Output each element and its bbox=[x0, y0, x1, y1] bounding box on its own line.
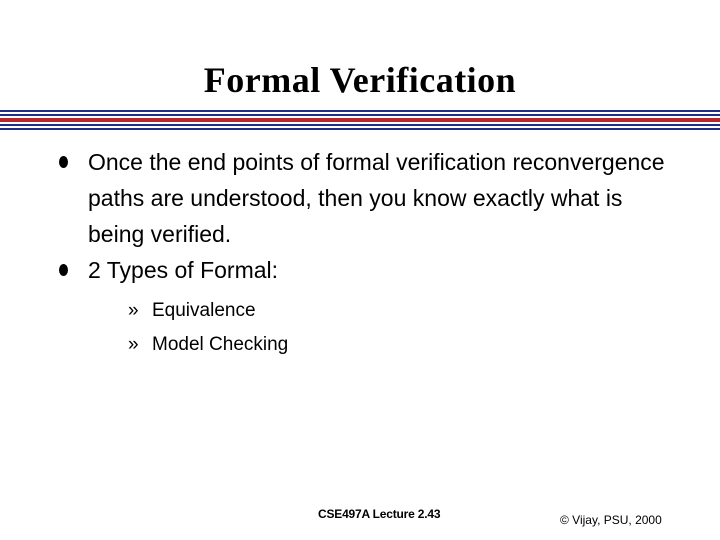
footer-copyright: © Vijay, PSU, 2000 bbox=[560, 513, 662, 527]
bullet-item bbox=[56, 252, 676, 362]
sub-bullet-text: Equivalence bbox=[152, 300, 256, 321]
sub-bullet-item bbox=[128, 294, 676, 328]
sub-bullet-item bbox=[128, 328, 676, 362]
bullet-item bbox=[56, 144, 676, 252]
bullet-icon bbox=[59, 156, 68, 168]
double-chevron-icon: » bbox=[128, 300, 139, 321]
bullet-list bbox=[56, 144, 676, 362]
bullet-text: 2 Types of Formal: bbox=[88, 257, 279, 283]
double-chevron-icon: » bbox=[128, 334, 139, 355]
sub-bullet-text: Model Checking bbox=[152, 334, 289, 355]
divider-line-red bbox=[0, 118, 720, 122]
bullet-icon bbox=[59, 264, 68, 276]
slide-title: Formal Verification bbox=[203, 60, 517, 100]
divider-line-blue-bottom-2 bbox=[0, 128, 720, 130]
divider-line-blue-bottom-1 bbox=[0, 124, 720, 126]
sub-bullet-list bbox=[88, 294, 676, 362]
footer-lecture-label: CSE497A Lecture 2.43 bbox=[318, 507, 441, 521]
title-divider bbox=[0, 110, 720, 132]
bullet-text: Once the end points of formal verification reconvergence paths are understood, then you know exactly what is being verified. bbox=[88, 149, 665, 247]
divider-line-blue-top-2 bbox=[0, 114, 720, 116]
divider-line-blue-top-1 bbox=[0, 110, 720, 112]
